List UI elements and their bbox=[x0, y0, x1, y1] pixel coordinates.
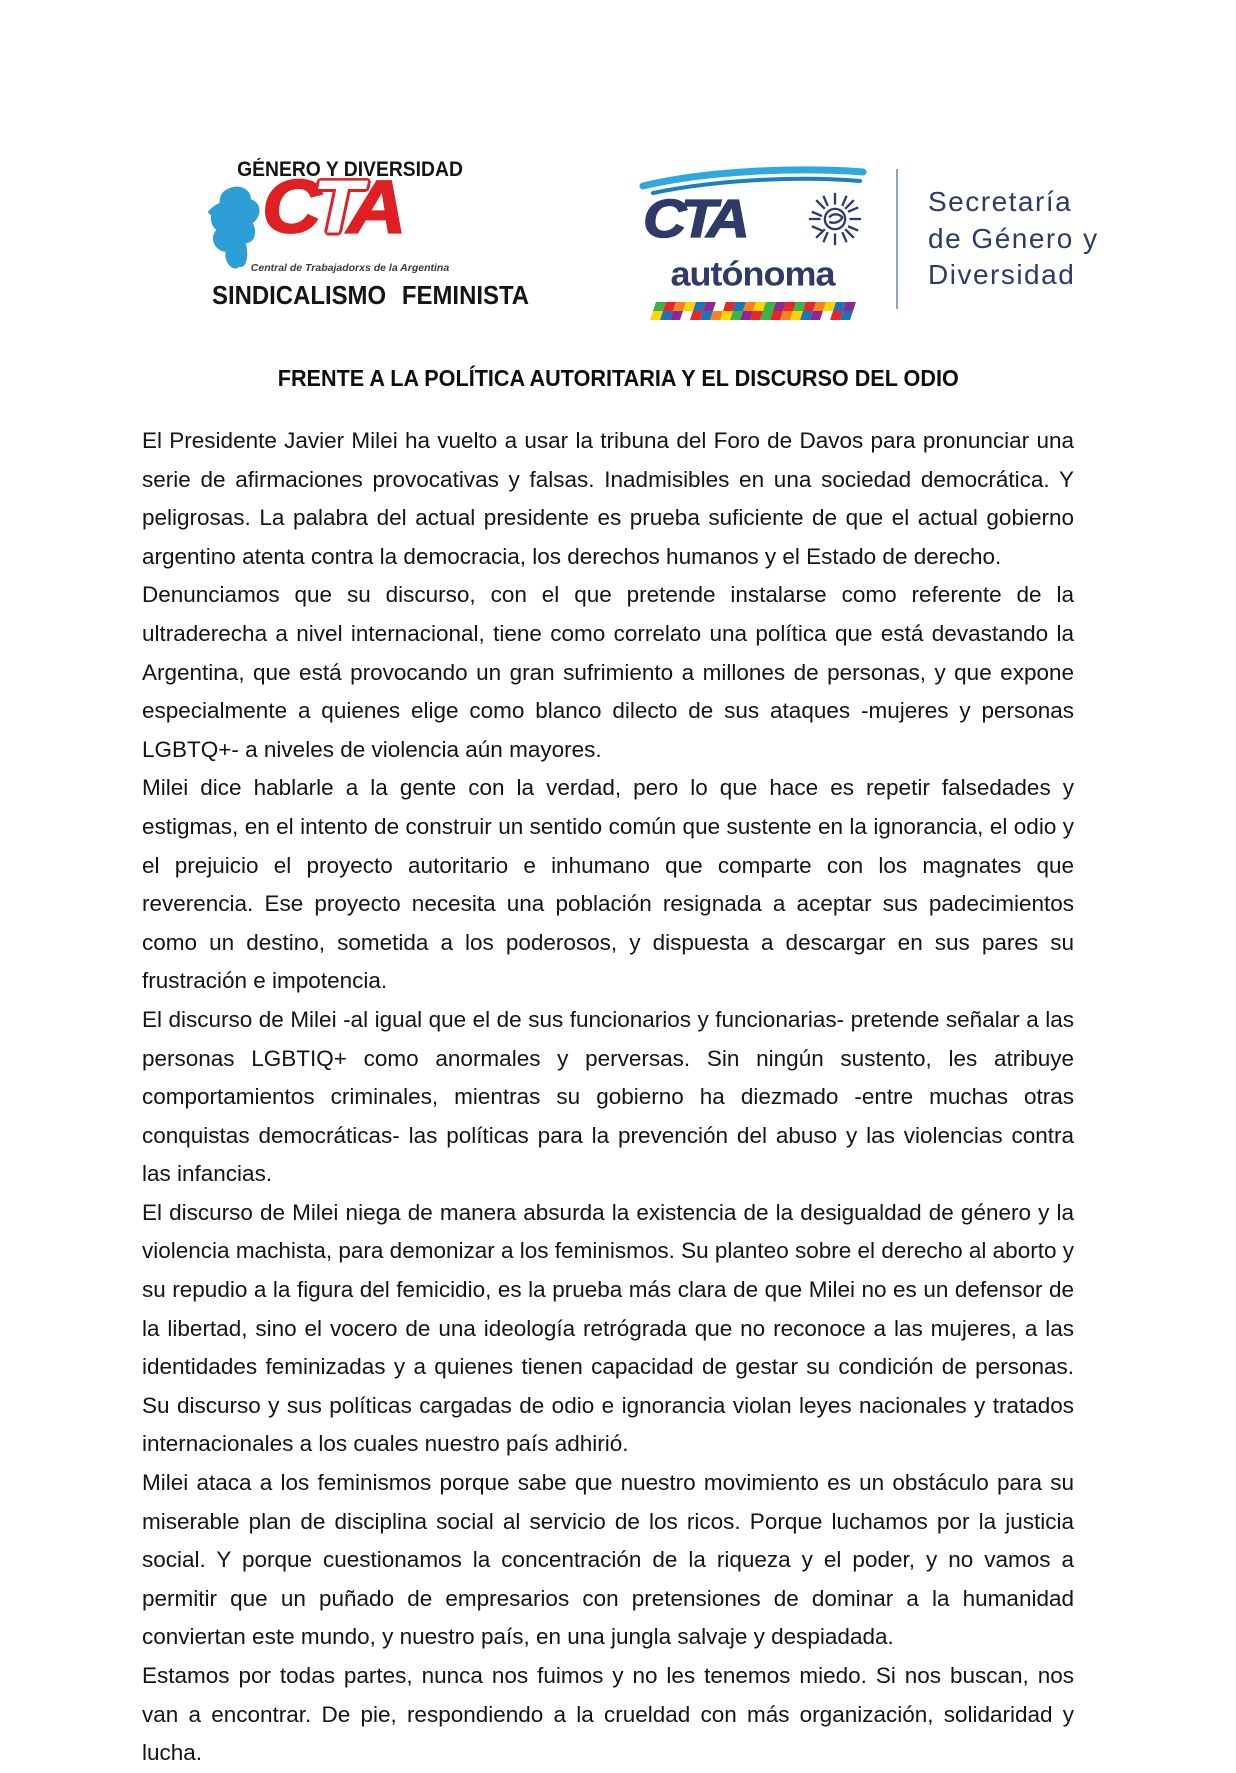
sun-icon bbox=[806, 190, 864, 253]
cta-autonoma-mark bbox=[635, 158, 870, 320]
paragraph: Denunciamos que su discurso, con el que pretende instalarse como referente de la ultraderecha a nivel internacional, tiene como correlato una política que está devastando la Argentina, que está provocando un gran sufrimiento a millones de personas, y que expone especialmente a quienes elige como blanco dilecto de sus ataques -mujeres y personas LGBTQ+- a niveles de violencia aún mayores. bbox=[142, 582, 1074, 762]
paragraph: Estamos por todas partes, nunca nos fuimos y no les tenemos miedo. Si nos buscan, nos van a encontrar. De pie, respondiendo a la crueldad con más organización, solidaridad y lucha. bbox=[142, 1663, 1074, 1766]
page-header bbox=[0, 158, 1236, 320]
secretariat-line: de Género y bbox=[928, 222, 1099, 254]
stripe-cell bbox=[843, 302, 856, 311]
wiphala-stripe bbox=[650, 302, 856, 320]
logo-subtitle: Central de Trabajadorxs de la Argentina bbox=[250, 262, 450, 274]
cta-autonoma-logo bbox=[635, 158, 1099, 320]
cta-genero-diversidad-logo bbox=[200, 158, 530, 311]
stripe-cell bbox=[840, 311, 853, 320]
paragraph: Milei ataca a los feminismos porque sabe que nuestro movimiento es un obstáculo para su miserable plan de disciplina social al servicio de los ricos. Porque luchamos por la justicia social. Y porque cuestionamos la concentración de la riqueza y el poder, y no vamos a permitir que un puñado de empresarios con pretensiones de dominar a la humanidad conviertan este mundo, y nuestro país, en una jungla salvaje y despiadada. bbox=[142, 1470, 1074, 1650]
paragraph: El Presidente Javier Milei ha vuelto a usar la tribuna del Foro de Davos para pronunciar una serie de afirmaciones provocativas y falsas. Inadmisibles en una sociedad democrática. Y peligrosas. La palabra del actual presidente es prueba suficiente de que el actual gobierno argentino atenta contra la democracia, los derechos humanos y el Estado de derecho. bbox=[142, 428, 1074, 569]
paragraph: El discurso de Milei niega de manera absurda la existencia de la desigualdad de género y la violencia machista, para demonizar a los feminismos. Su planteo sobre el derecho al aborto y su repudio a la figura del femicidio, es la prueba más clara de que Milei no es un defensor de la libertad, sino el vocero de una ideología retrógrada que no reconoce a las mujeres, a las identidades feminizadas y a quienes tienen capacidad de gestar su condición de personas. Su discurso y sus políticas cargadas de odio e ignorancia violan leyes nacionales y tratados internacionales a los cuales nuestro país adhirió. bbox=[142, 1199, 1074, 1457]
autonoma-label: autónoma bbox=[670, 254, 835, 293]
paragraph: El discurso de Milei -al igual que el de sus funcionarios y funcionarias- pretende señalar a las personas LGBTIQ+ como anormales y perversas. Sin ningún sustento, les atribuye comportamientos criminales, mientras su gobierno ha diezmado -entre muchas otras conquistas democráticas- las políticas para la prevención del abuso y las violencias contra las infancias. bbox=[142, 1006, 1074, 1187]
logo-top-text: GÉNERO Y DIVERSIDAD bbox=[237, 158, 463, 181]
logo-divider bbox=[896, 169, 898, 309]
logo-bottom-text: SINDICALISMO FEMINISTA bbox=[212, 280, 530, 310]
secretariat-line: Diversidad bbox=[928, 259, 1076, 291]
cta-navy-letters: CTA bbox=[643, 188, 744, 249]
secretariat-line: Secretaría bbox=[928, 185, 1073, 217]
secretariat-label bbox=[928, 184, 1099, 295]
document-title: FRENTE A LA POLÍTICA AUTORITARIA Y EL DISCURSO DEL ODIO bbox=[277, 365, 959, 391]
document-body bbox=[142, 422, 1074, 1773]
cta-red-letters: CTA bbox=[262, 165, 398, 250]
paragraph: Milei dice hablarle a la gente con la verdad, pero lo que hace es repetir falsedades y estigmas, en el intento de construir un sentido común que sustente en la ignorancia, el odio y el prejuicio el proyecto autoritario e inhumano que comparte con los magnates que reverencia. Ese proyecto necesita una población resignada a aceptar sus padecimientos como un destino, sometida a los poderosos, y dispuesta a descargar en sus pares su frustración e impotencia. bbox=[142, 775, 1074, 994]
